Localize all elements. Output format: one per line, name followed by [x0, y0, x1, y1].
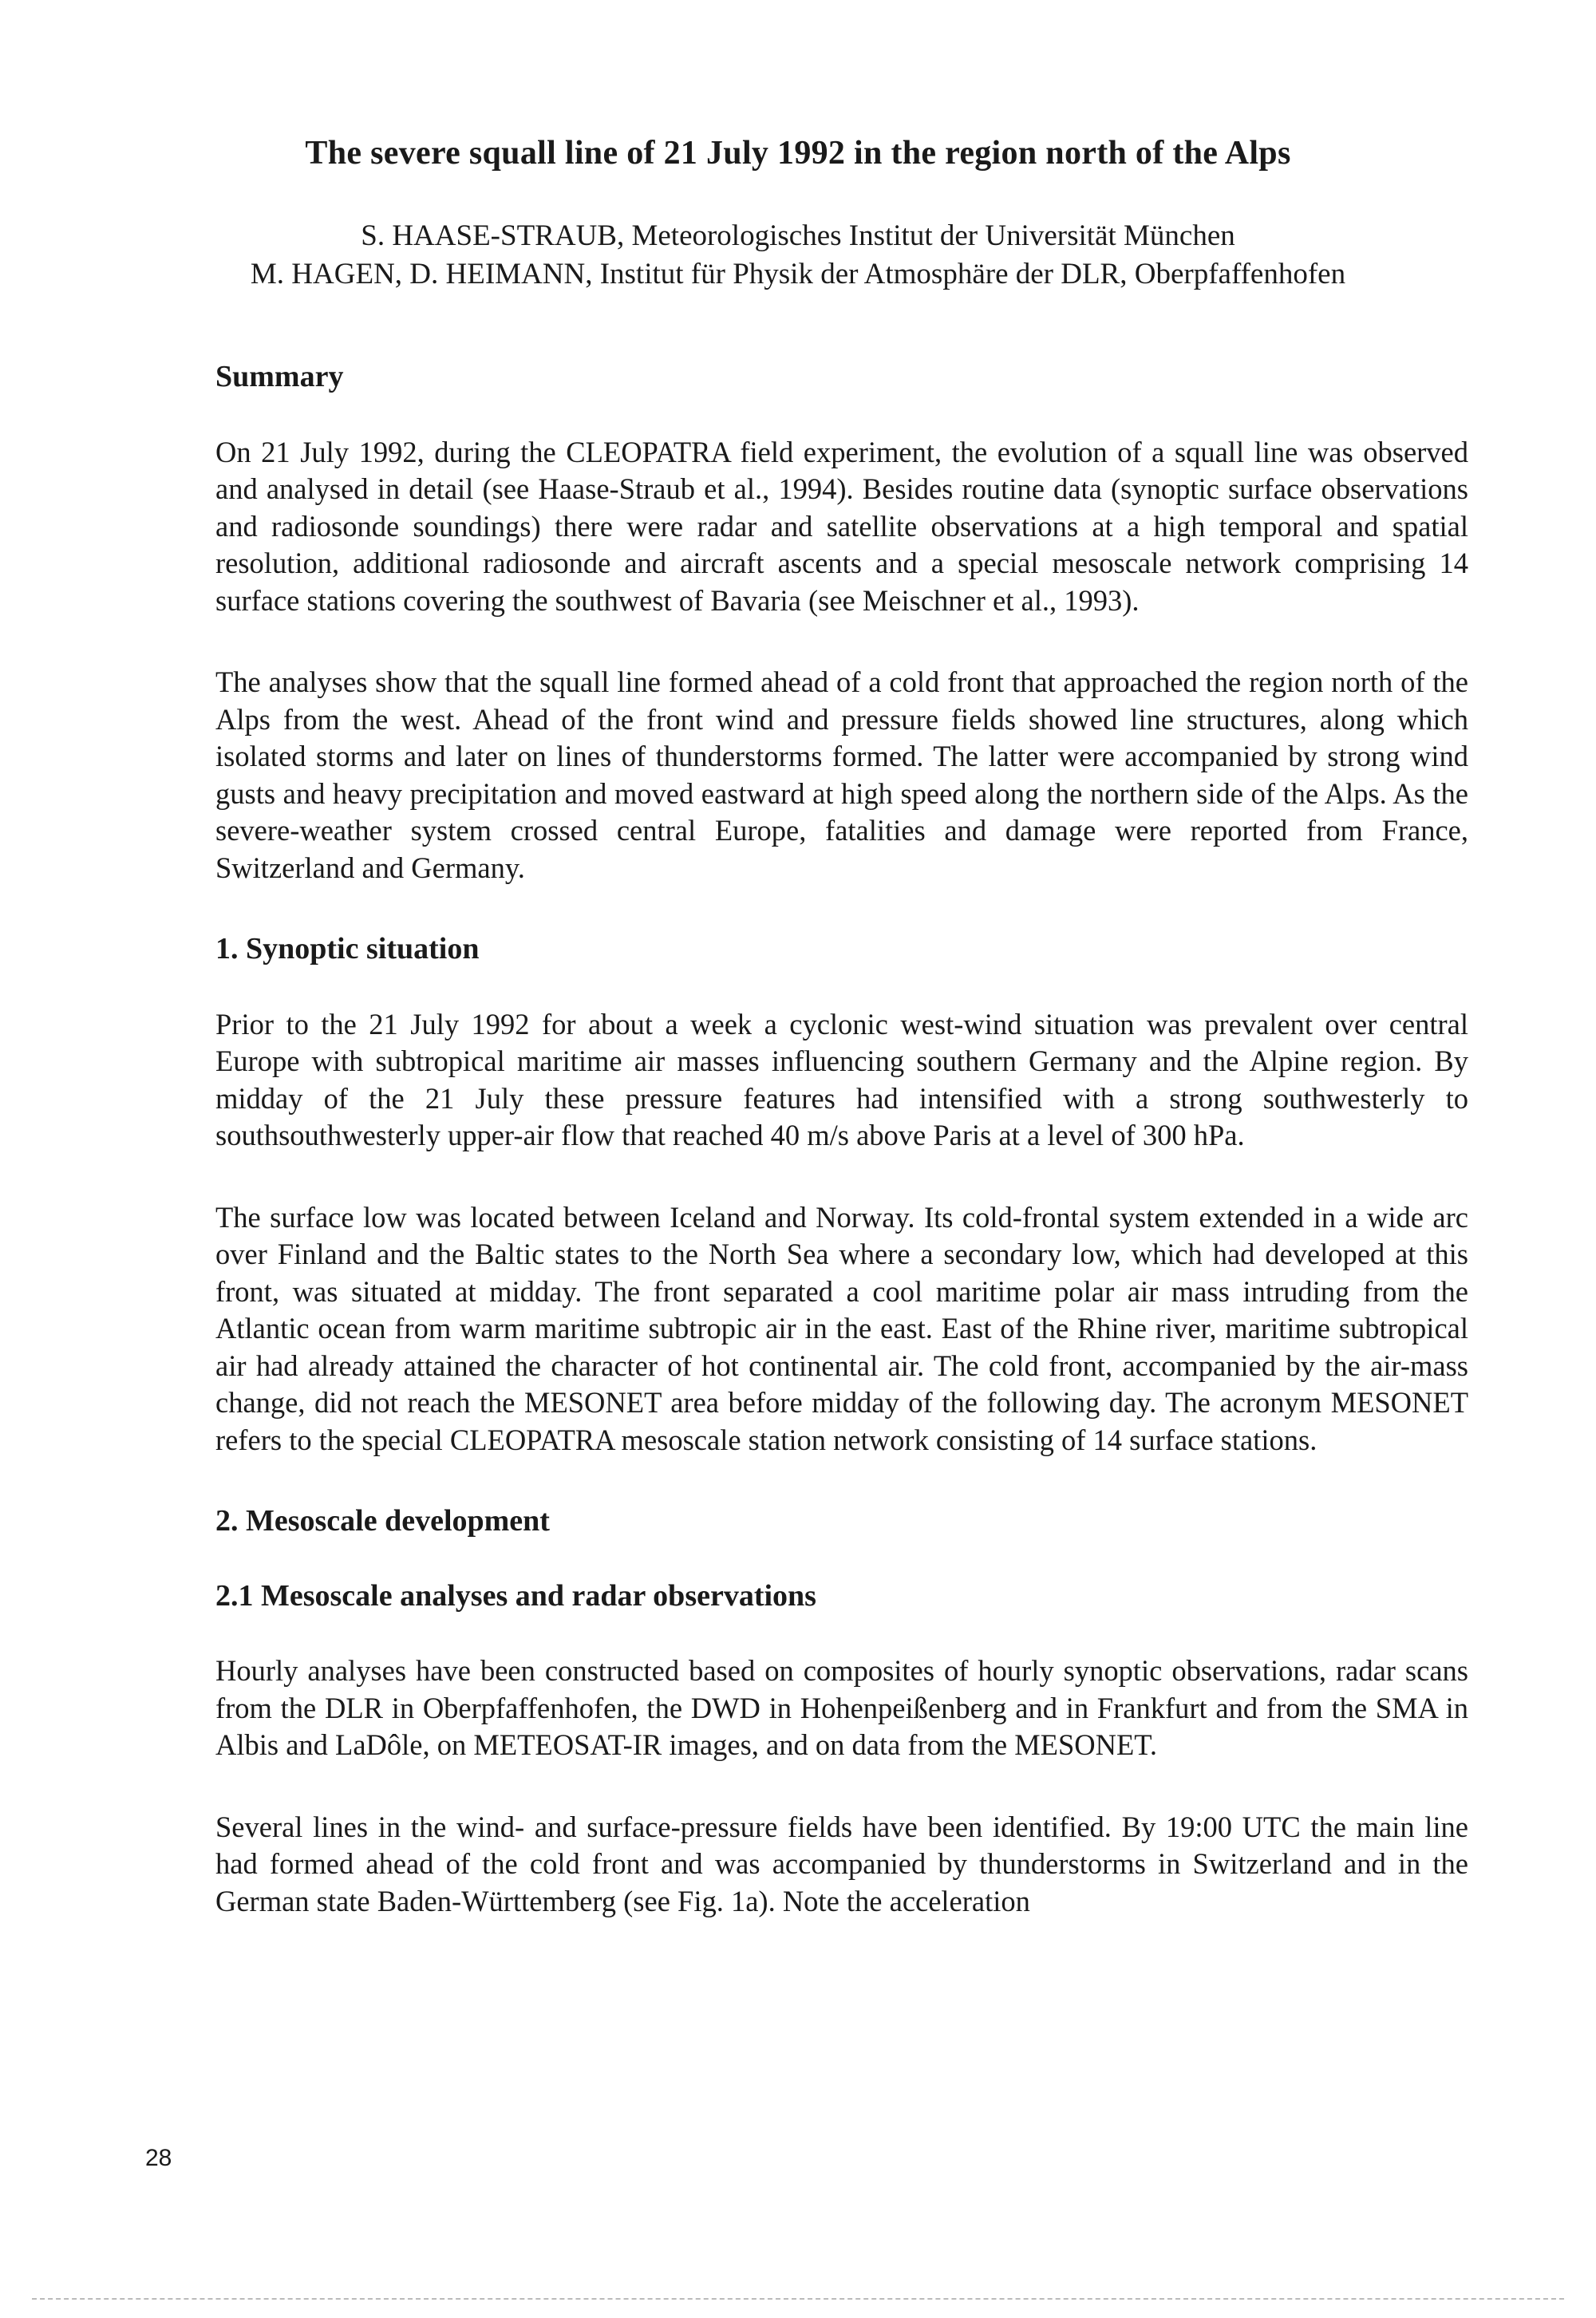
page-number: 28	[145, 2145, 172, 2171]
section-1-paragraph-2: The surface low was located between Iceland and Norway. Its cold-frontal system extended in a wide arc over Finland and the Baltic states to the North Sea where a secondary low, which had developed at this front, was situated at midday. The front separated a cool maritime polar air mass intruding from the Atlantic ocean from warm maritime subtropic air in the east. East of the Rhine river, maritime subtropical air had already attained the character of hot continental air. The cold front, accompanied by the air-mass change, did not reach the MESONET area before midday of the following day. The acronym MESONET refers to the special CLEOPATRA mesoscale station network consisting of 14 surface stations.	[215, 1200, 1468, 1456]
section-2-1-heading: 2.1 Mesoscale analyses and radar observations	[215, 1578, 816, 1613]
section-2-1-paragraph-2: Several lines in the wind- and surface-pressure fields have been identified. By 19:00 UTC the main line had formed ahead of the cold front and was accompanied by thunderstorms in Switzerland and in the German state Baden-Württemberg (see Fig. 1a). Note the acceleration	[215, 1810, 1468, 1917]
body-content	[215, 359, 1468, 1965]
author-line-1: S. HAASE-STRAUB, Meteorologisches Institut der Universität München	[361, 219, 1235, 252]
paper-title: The severe squall line of 21 July 1992 in the region north of the Alps	[305, 135, 1291, 172]
section-2-heading: 2. Mesoscale development	[215, 1504, 550, 1538]
author-line-2: M. HAGEN, D. HEIMANN, Institut für Physik der Atmosphäre der DLR, Oberpfaffenhofen	[250, 258, 1346, 290]
summary-paragraph-1: On 21 July 1992, during the CLEOPATRA field experiment, the evolution of a squall line was observed and analysed in detail (see Haase-Straub et al., 1994). Besides routine data (synoptic surface observations and radiosonde soundings) there were radar and satellite observations at a high temporal and spatial resolution, additional radiosonde and aircraft ascents and a special mesoscale network comprising 14 surface stations covering the southwest of Bavaria (see Meischner et al., 1993).	[215, 435, 1468, 617]
section-2-1-paragraph-1: Hourly analyses have been constructed based on composites of hourly synoptic observations, radar scans from the DLR in Oberpfaffenhofen, the DWD in Hohenpeißenberg and in Frankfurt and from the SMA in Albis and LaDôle, on METEOSAT-IR images, and on data from the MESONET.	[215, 1654, 1468, 1762]
section-1-paragraph-1: Prior to the 21 July 1992 for about a week a cyclonic west-wind situation was prevalent over central Europe with subtropical maritime air masses influencing southern Germany and the Alpine region. By midday of the 21 July these pressure features had intensified with a strong southwesterly to southsouthwesterly upper-air flow that reached 40 m/s above Paris at a level of 300 hPa.	[215, 1007, 1468, 1152]
section-1-heading: 1. Synoptic situation	[215, 932, 480, 966]
summary-paragraph-2: The analyses show that the squall line formed ahead of a cold front that approached the region north of the Alps from the west. Ahead of the front wind and pressure fields showed line structures, along which isolated storms and later on lines of thunderstorms formed. The latter were accompanied by strong wind gusts and heavy precipitation and moved eastward at high speed along the northern side of the Alps. As the severe-weather system crossed central Europe, fatalities and damage were reported from France, Switzerland and Germany.	[215, 665, 1468, 884]
author-block	[0, 217, 1596, 294]
summary-heading: Summary	[215, 360, 344, 393]
bottom-edge-rule	[32, 2298, 1564, 2300]
